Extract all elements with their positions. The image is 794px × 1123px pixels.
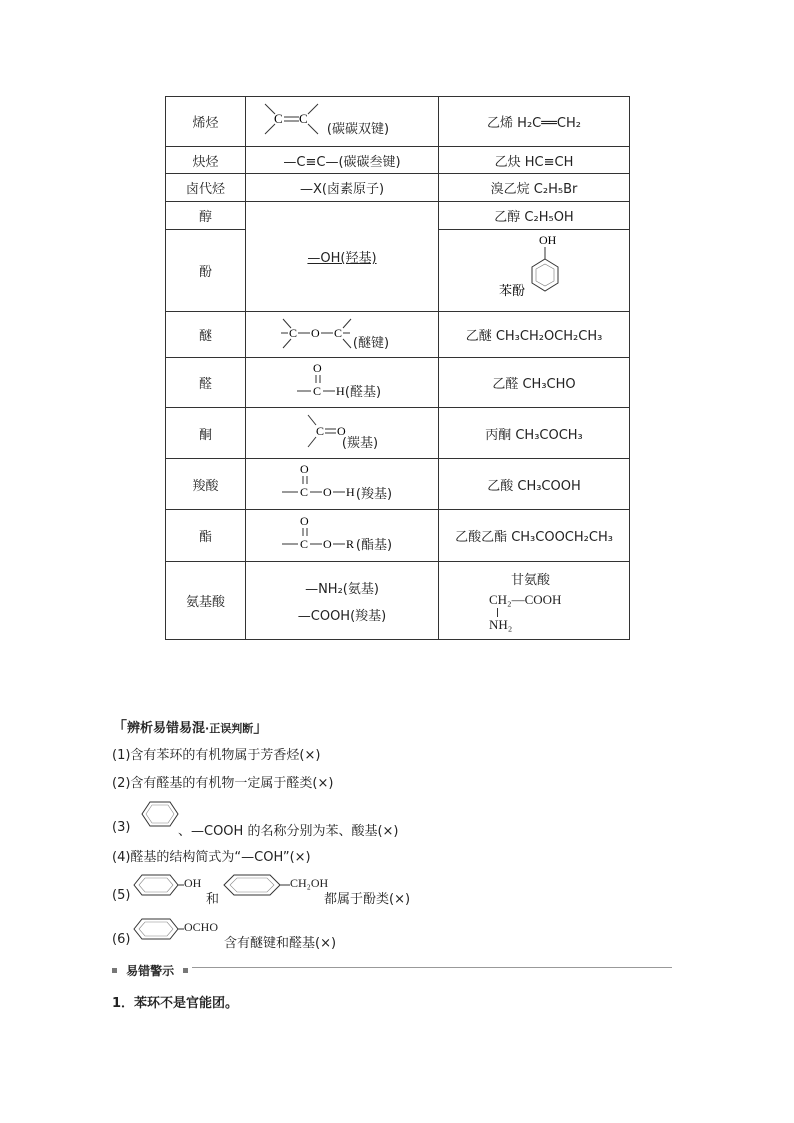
svg-text:O: O <box>336 424 346 438</box>
svg-text:C: C <box>298 110 308 126</box>
group-cell <box>246 97 439 147</box>
glycine-bottom: NH₂ <box>489 616 513 632</box>
table-row <box>166 202 630 230</box>
warning-bar <box>112 960 672 976</box>
table-row <box>166 459 630 510</box>
svg-text:H: H <box>345 485 355 499</box>
example-cell: 溴乙烷 C₂H₅Br <box>439 174 630 202</box>
group-label: —COOH(羧基) <box>297 608 387 624</box>
svg-text:O: O <box>299 513 309 528</box>
ocho-label: OCHO <box>184 920 219 934</box>
phenol-structure <box>479 233 589 309</box>
notes-heading: 「辨析易错易混·正误判断」 <box>112 718 269 736</box>
glycine-top: CH₂—COOH <box>489 591 562 607</box>
example-cell: 乙醚 CH₃CH₂OCH₂CH₃ <box>439 312 630 358</box>
example-cell: 乙酸 CH₃COOH <box>439 459 630 510</box>
example-cell <box>439 230 630 312</box>
example-cell: 乙酸乙酯 CH₃COOCH₂CH₃ <box>439 510 630 562</box>
divider <box>192 967 672 968</box>
example-cell: 乙醛 CH₃CHO <box>439 358 630 408</box>
ch2oh-label: CH₂OH <box>290 876 329 890</box>
group-cell <box>246 510 439 562</box>
group-cell <box>246 562 439 640</box>
svg-text:O: O <box>310 325 320 340</box>
svg-text:C: C <box>273 110 283 126</box>
group-label: —NH₂(氨基) <box>305 581 379 597</box>
example-name: 甘氨酸 <box>511 572 551 588</box>
phenol-oh: OH <box>539 232 557 247</box>
note-item-1: (1)含有苯环的有机物属于芳香烃(×) <box>112 748 321 763</box>
warning-tip: 1．苯环不是官能团。 <box>112 996 239 1011</box>
class-cell: 羧酸 <box>166 459 246 510</box>
group-cell <box>246 312 439 358</box>
square-icon <box>112 968 117 973</box>
class-cell: 酚 <box>166 230 246 312</box>
group-label: (羧基) <box>355 486 393 502</box>
group-label: (羰基) <box>341 435 379 451</box>
class-cell: 炔烃 <box>166 147 246 174</box>
svg-text:O: O <box>299 462 309 476</box>
functional-group-table <box>165 96 630 640</box>
class-cell: 醛 <box>166 358 246 408</box>
example-cell: 乙醇 C₂H₅OH <box>439 202 630 230</box>
hydroxyl-cell <box>246 202 439 312</box>
class-cell: 酮 <box>166 408 246 459</box>
group-label: (醛基) <box>344 385 382 400</box>
group-label: (碳碳双键) <box>326 122 390 137</box>
note-item-2: (2)含有醛基的有机物一定属于醛类(×) <box>112 776 334 791</box>
example-cell: 乙烯 H₂C══CH₂ <box>439 97 630 147</box>
example-cell: 丙酮 CH₃COCH₃ <box>439 408 630 459</box>
class-cell: 醚 <box>166 312 246 358</box>
svg-text:C: C <box>288 325 297 340</box>
table-row <box>166 147 630 174</box>
svg-text:C: C <box>299 485 308 499</box>
phenol-oh-label: OH <box>184 876 202 890</box>
warning-title: 易错警示 <box>126 964 175 978</box>
group-cell <box>246 459 439 510</box>
table-row <box>166 97 630 147</box>
class-cell: 烯烃 <box>166 97 246 147</box>
glycine-bond <box>497 608 498 617</box>
table-row <box>166 358 630 408</box>
svg-text:C: C <box>312 383 321 398</box>
hydroxyl-label: —OH(羟基) <box>307 251 377 266</box>
class-cell: 酯 <box>166 510 246 562</box>
class-cell: 卤代烃 <box>166 174 246 202</box>
svg-text:R: R <box>345 536 354 551</box>
example-cell: 乙炔 HC≡CH <box>439 147 630 174</box>
svg-text:C: C <box>315 424 324 438</box>
svg-text:C: C <box>333 325 342 340</box>
group-label: (酯基) <box>355 538 393 553</box>
table-row <box>166 562 630 640</box>
phenol-label: 苯酚 <box>499 283 526 299</box>
group-cell: —C≡C—(碳碳叁键) <box>246 147 439 174</box>
svg-text:C: C <box>299 536 308 551</box>
svg-text:O: O <box>322 485 332 499</box>
square-icon <box>183 968 188 973</box>
class-cell: 氨基酸 <box>166 562 246 640</box>
table-row <box>166 510 630 562</box>
svg-text:O: O <box>312 360 322 375</box>
example-cell <box>439 562 630 640</box>
svg-text:H: H <box>335 383 345 398</box>
group-cell <box>246 358 439 408</box>
note-item-4: (4)醛基的结构简式为“—COH”(×) <box>112 850 311 865</box>
class-cell: 醇 <box>166 202 246 230</box>
svg-text:O: O <box>322 536 332 551</box>
group-cell <box>246 408 439 459</box>
table-row <box>166 408 630 459</box>
table-row <box>166 312 630 358</box>
group-label: (醚键) <box>352 336 390 351</box>
table-row <box>166 174 630 202</box>
group-cell: —X(卤素原子) <box>246 174 439 202</box>
